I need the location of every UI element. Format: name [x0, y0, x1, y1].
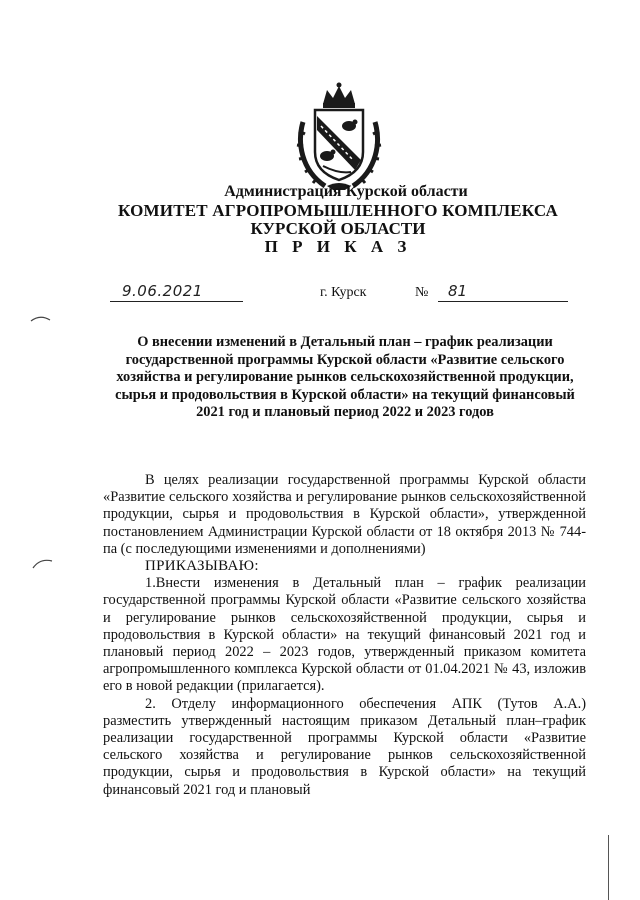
coat-of-arms-icon — [293, 82, 385, 192]
number-underline — [438, 300, 568, 302]
city-label: г. Курск — [320, 285, 367, 300]
margin-mark-icon — [32, 556, 54, 570]
preamble-paragraph: В целях реализации государственной программы Курской области «Развитие сельского хозяйства и регулирование рынков сельскохозяйственной продукции, сырья и продовольствия в Курской области», утвержденной постановлением Администрации Курской области от 18 октября 2013 № 744-па (с последующими изменениями и дополнениями) — [103, 472, 586, 557]
order-body — [103, 472, 586, 799]
order-item-1: 1.Внести изменения в Детальный план – график реализации государственной программы Курской области «Развитие сельского хозяйства и регулирование рынков сельскохозяйственной продукции, сырья и продовольствия в Курской области» на текущий финансовый 2021 год и плановый период 2022 – 2023 годов, утвержденный приказом комитета агропромышленного комплекса Курской области от 01.04.2021 № 43, изложив его в новой редакции (прилагается). — [103, 575, 586, 695]
date-underline — [110, 300, 243, 302]
scan-edge-line — [608, 835, 609, 900]
order-date: 9.06.2021 — [122, 282, 203, 300]
order-title: О внесении изменений в Детальный план – график реализации государственной программы Курской области «Развитие сельского хозяйства и регулирование рынков сельскохозяйственной продукции, сырья и продовольствия в Курской области» на текущий финансовый 2021 год и плановый период 2022 и 2023 годов — [115, 334, 575, 420]
document-type: П Р И К А З — [264, 237, 412, 256]
order-number: 81 — [448, 282, 468, 300]
order-directive: ПРИКАЗЫВАЮ: — [145, 558, 259, 575]
region-name: КУРСКОЙ ОБЛАСТИ — [250, 219, 426, 238]
number-sign: № — [415, 285, 429, 300]
order-item-2: 2. Отделу информационного обеспечения АПК (Тутов А.А.) разместить утвержденный настоящим приказом Детальный план–график реализации государственной программы Курской области «Развитие сельского хозяйства и регулирование рынков сельскохозяйственной продукции, сырья и продовольствия в Курской области» на текущий финансовый 2021 год и плановый — [103, 695, 586, 798]
administration-name: Администрация Курской области — [224, 183, 468, 200]
margin-mark-icon — [30, 313, 52, 323]
committee-name: КОМИТЕТ АГРОПРОМЫШЛЕННОГО КОМПЛЕКСА — [118, 201, 558, 220]
